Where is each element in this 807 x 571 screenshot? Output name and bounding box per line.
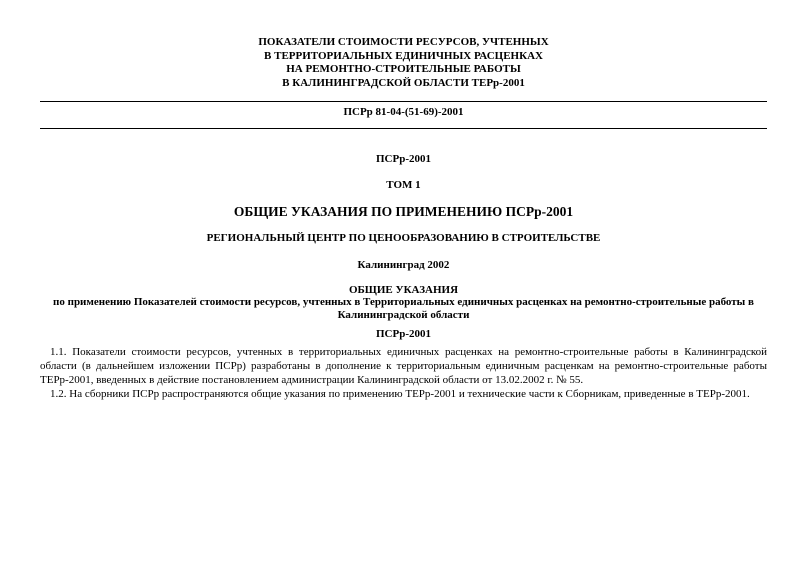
header-line: НА РЕМОНТНО-СТРОИТЕЛЬНЫЕ РАБОТЫ (286, 63, 521, 75)
header-line: В КАЛИНИНГРАДСКОЙ ОБЛАСТИ ТЕРр-2001 (282, 76, 525, 89)
general-subheading: по применению Показателей стоимости ресурсов, учтенных в Территориальных единичных расценках на ремонтно-строительные работы в Калининградской области (53, 296, 754, 321)
organization-name: РЕГИОНАЛЬНЫЙ ЦЕНТР ПО ЦЕНООБРАЗОВАНИЮ В СТРОИТЕЛЬСТВЕ (206, 232, 601, 244)
paragraph: 1.1. Показатели стоимости ресурсов, учтенных в территориальных единичных расценках на ремонтно-строительные работы в Калининградской области (в дальнейшем изложении ПСРр) разработаны в дополнение к территориальным единичным расценкам на ремонтно-строительные работы ТЕРр-2001, введенных в действие постановлением администрации Калининградской области от 13.02.2002 г. № 55. (40, 346, 767, 386)
psr-label-2: ПСРр-2001 (376, 328, 431, 340)
main-title: ОБЩИЕ УКАЗАНИЯ ПО ПРИМЕНЕНИЮ ПСРр-2001 (233, 204, 574, 219)
document-header (0, 36, 807, 90)
paragraph: 1.2. На сборники ПСРр распространяются общие указания по применению ТЕРр-2001 и технические части к Сборникам, приведенные в ТЕРр-2001. (50, 388, 750, 400)
body-text (40, 345, 767, 401)
volume-label: ТОМ 1 (386, 179, 421, 191)
general-heading: ОБЩИЕ УКАЗАНИЯ (348, 284, 459, 296)
document-code: ПСРр 81-04-(51-69)-2001 (343, 106, 464, 118)
header-line: ПОКАЗАТЕЛИ СТОИМОСТИ РЕСУРСОВ, УЧТЕННЫХ (258, 36, 549, 48)
bottom-rule (40, 128, 767, 129)
top-rule (40, 101, 767, 102)
city-year: Калининград 2002 (357, 259, 450, 271)
psr-label: ПСРр-2001 (376, 153, 431, 165)
header-line: В ТЕРРИТОРИАЛЬНЫХ ЕДИНИЧНЫХ РАСЦЕНКАХ (264, 49, 543, 62)
